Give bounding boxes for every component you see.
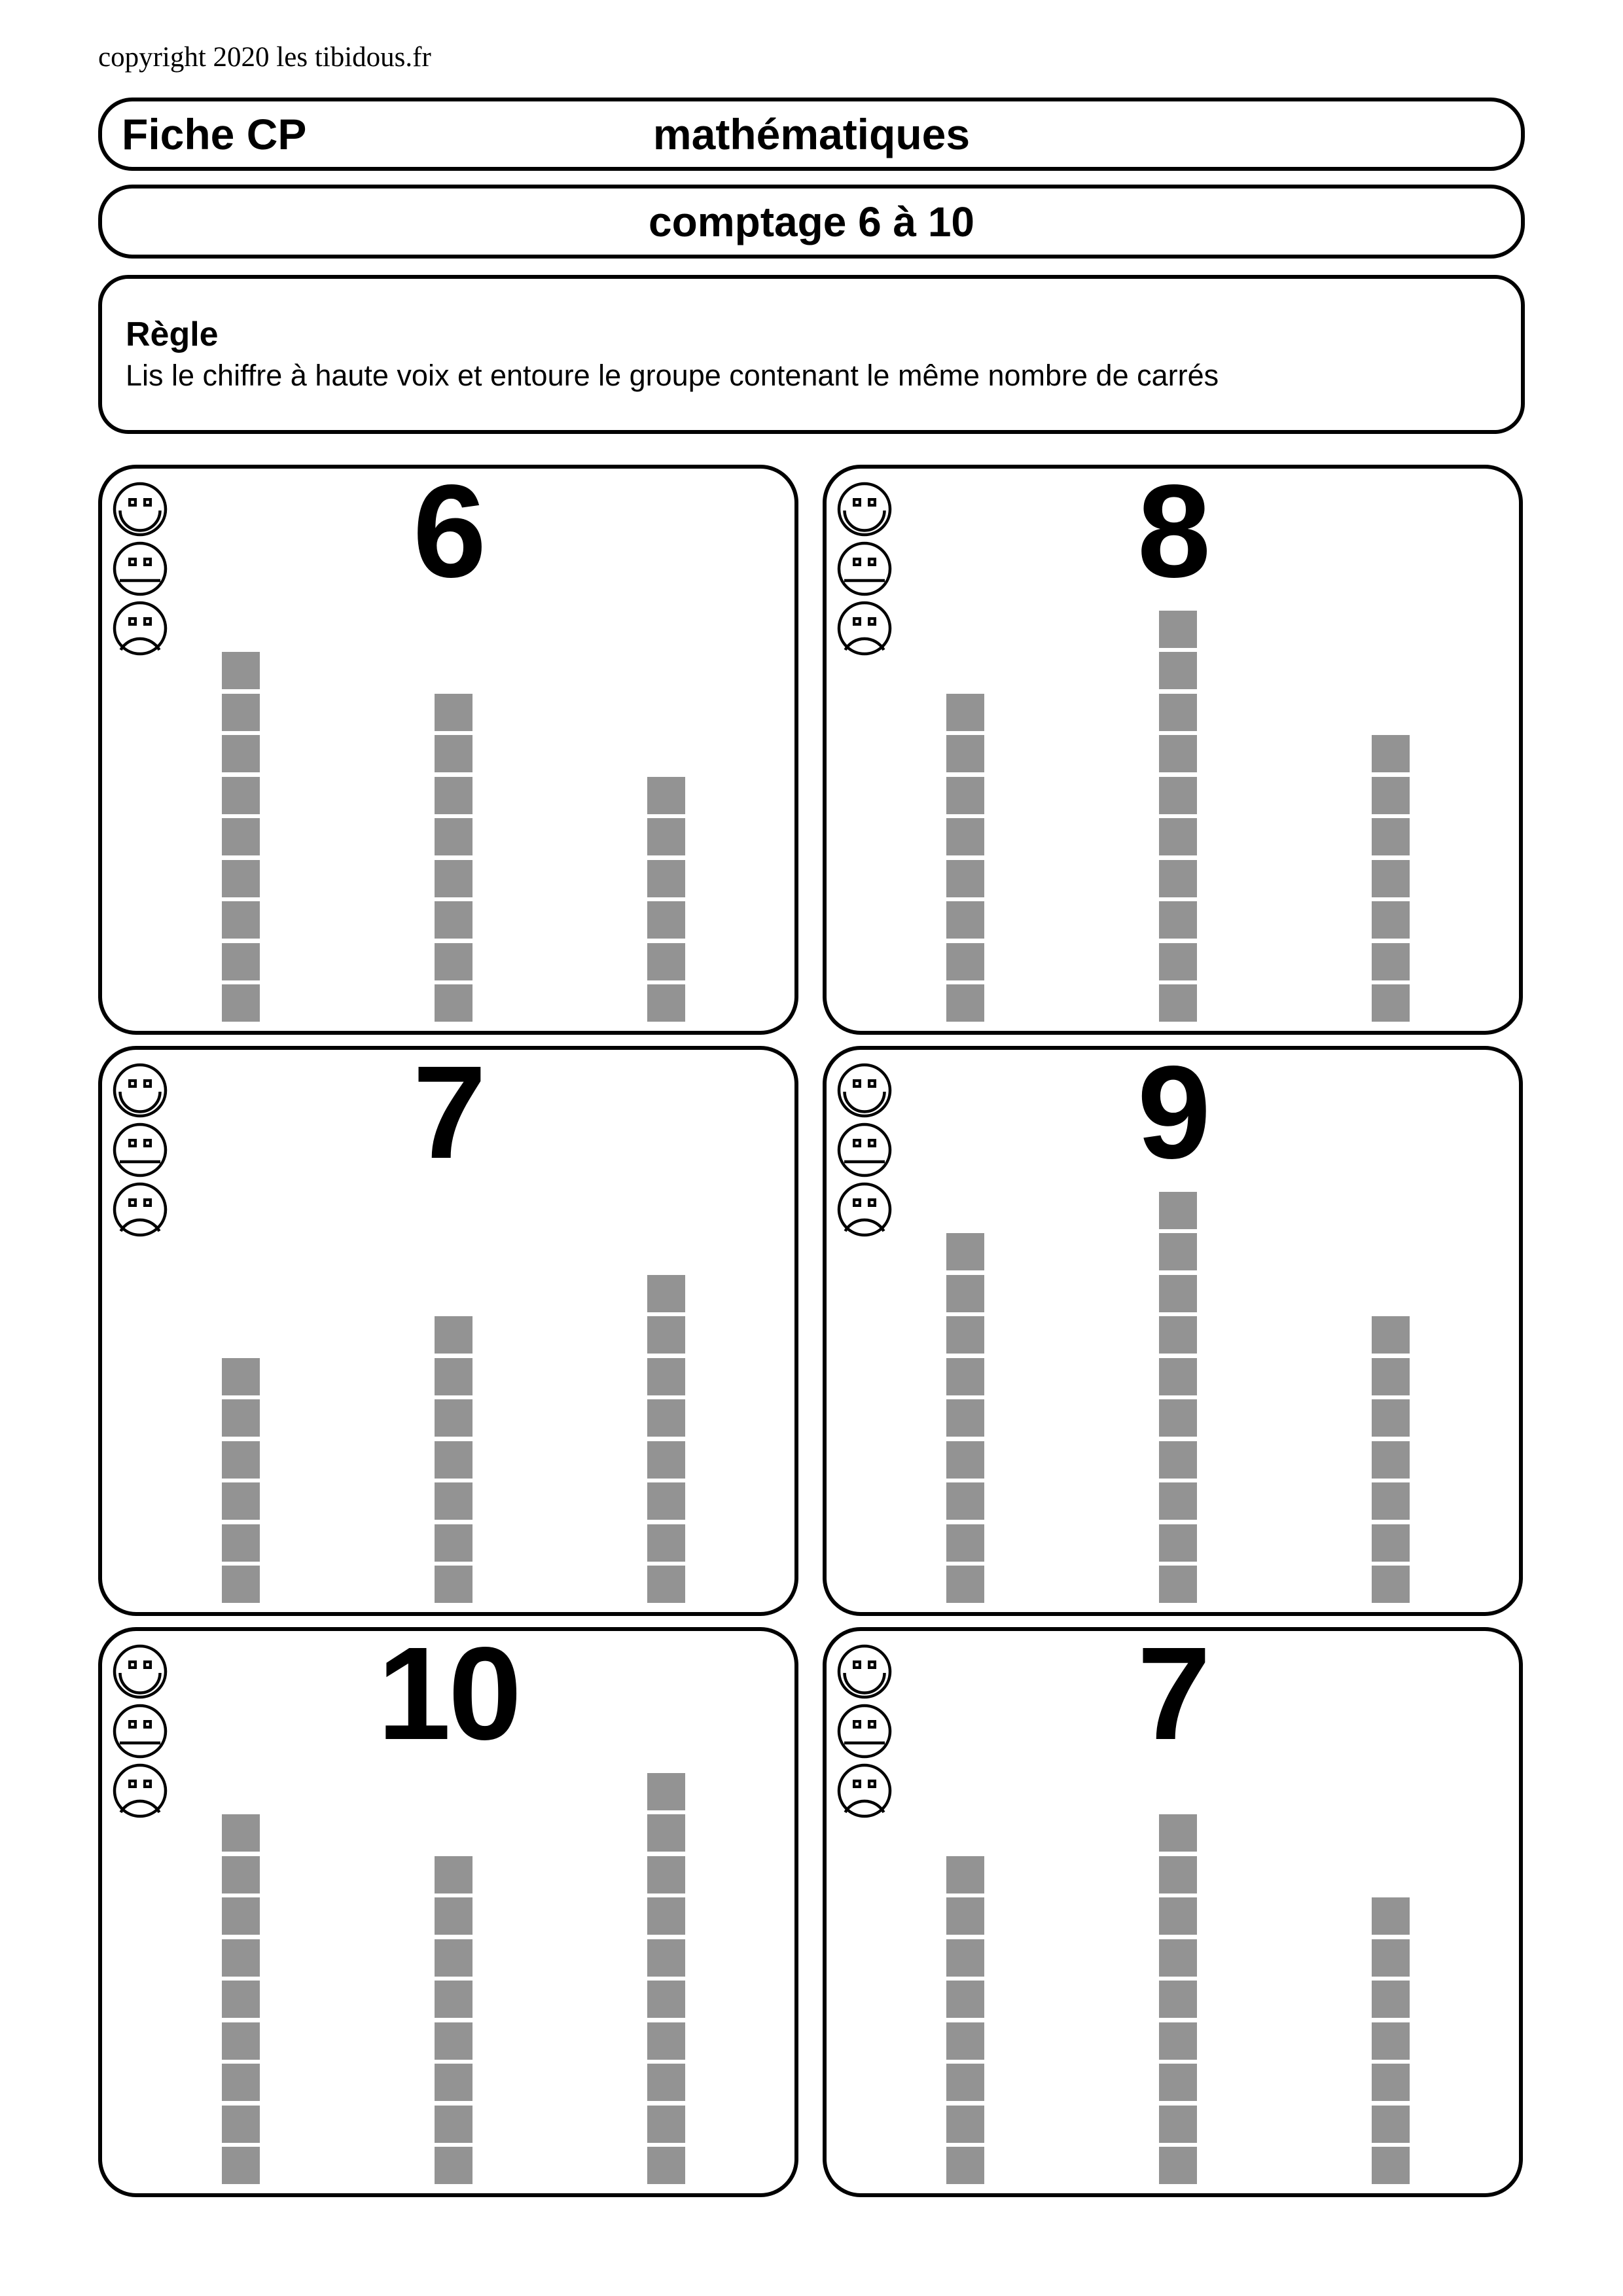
counting-square [435,901,473,939]
counting-square [647,1897,685,1935]
counting-square [1372,901,1410,939]
counting-square [1159,2147,1197,2184]
counting-square [222,1441,260,1479]
counting-square [222,1358,260,1395]
counting-square [435,1441,473,1479]
counting-square [1372,1981,1410,2018]
counting-square [946,2147,984,2184]
counting-square [647,860,685,897]
square-group[interactable] [1372,735,1410,1022]
counting-square [946,860,984,897]
square-group[interactable] [435,1856,473,2185]
counting-square [1372,1939,1410,1977]
counting-square [1159,735,1197,772]
counting-square [946,2106,984,2143]
counting-square [946,694,984,731]
counting-square [1159,984,1197,1022]
target-number: 8 [1137,457,1209,605]
square-group[interactable] [1159,1192,1197,1604]
square-group[interactable] [946,694,984,1022]
counting-square [647,818,685,855]
counting-square [435,943,473,980]
counting-square [647,1316,685,1354]
counting-square [647,901,685,939]
counting-square [222,1566,260,1603]
rule-box [98,275,1525,434]
counting-square [1159,1897,1197,1935]
exercise-panel [98,457,798,1035]
counting-square [222,1897,260,1935]
counting-square [1372,2147,1410,2184]
counting-square [946,1399,984,1437]
counting-square [1159,818,1197,855]
counting-square [435,2147,473,2184]
square-group[interactable] [222,1814,260,2184]
exercise-panel [98,1038,798,1616]
counting-square [1372,943,1410,980]
rule-heading: Règle [126,315,219,353]
counting-square [1159,1399,1197,1437]
copyright-text: copyright 2020 les tibidous.fr [98,42,431,73]
sheet-header-box [98,98,1525,171]
counting-square [1159,1814,1197,1852]
counting-square [647,1856,685,1893]
counting-square [647,1441,685,1479]
counting-square [222,1399,260,1437]
counting-square [647,2064,685,2101]
counting-square [647,1566,685,1603]
counting-square [435,694,473,731]
counting-square [435,1482,473,1520]
counting-square [1372,818,1410,855]
target-number: 9 [1137,1038,1209,1186]
counting-square [647,1981,685,2018]
counting-square [946,2022,984,2060]
counting-square [1159,1358,1197,1395]
counting-square [1159,1441,1197,1479]
counting-square [222,2147,260,2184]
counting-square [946,1316,984,1354]
counting-square [222,777,260,814]
counting-square [1159,694,1197,731]
counting-square [647,1939,685,1977]
square-groups [102,1050,794,1612]
square-group[interactable] [647,1275,685,1604]
square-group[interactable] [1159,611,1197,1022]
lesson-title-box [98,185,1525,259]
counting-square [435,1399,473,1437]
counting-square [647,943,685,980]
counting-square [1372,2106,1410,2143]
counting-square [647,2147,685,2184]
counting-square [946,777,984,814]
target-number: 10 [377,1619,520,1767]
counting-square [1372,860,1410,897]
counting-square [435,1939,473,1977]
counting-square [435,1897,473,1935]
square-group[interactable] [946,1856,984,2185]
counting-square [1159,1192,1197,1229]
counting-square [222,652,260,689]
counting-square [435,1316,473,1354]
counting-square [946,1897,984,1935]
counting-square [946,1275,984,1312]
counting-square [1372,1399,1410,1437]
counting-square [946,1358,984,1395]
counting-square [647,777,685,814]
counting-square [1159,777,1197,814]
counting-square [1159,1275,1197,1312]
counting-square [1159,1981,1197,2018]
exercise-panel [98,1619,798,2197]
counting-square [1372,984,1410,1022]
square-group[interactable] [435,694,473,1022]
counting-square [1159,2106,1197,2143]
counting-square [946,984,984,1022]
counting-square [435,1358,473,1395]
counting-square [946,735,984,772]
counting-square [1372,2064,1410,2101]
counting-square [1159,901,1197,939]
counting-square [946,2064,984,2101]
counting-square [946,1566,984,1603]
target-number: 7 [412,1038,484,1186]
counting-square [435,2106,473,2143]
square-group[interactable] [647,1773,685,2185]
counting-square [946,1233,984,1270]
counting-square [222,1981,260,2018]
counting-square [1159,1524,1197,1562]
rule-content [102,279,1521,397]
counting-square [435,735,473,772]
counting-square [222,984,260,1022]
panels-grid [98,457,1523,2197]
counting-square [222,1856,260,1893]
counting-square [946,901,984,939]
counting-square [1159,2022,1197,2060]
counting-square [222,1482,260,1520]
counting-square [435,984,473,1022]
counting-square [946,943,984,980]
counting-square [647,2106,685,2143]
rule-instruction: Lis le chiffre à haute voix et entoure le groupe contenant le même nombre de carrés [126,359,1219,392]
exercise-panel [823,1619,1523,2197]
counting-square [1159,652,1197,689]
counting-square [1159,1316,1197,1354]
counting-square [222,1814,260,1852]
square-group[interactable] [946,1233,984,1603]
counting-square [222,735,260,772]
counting-square [946,1856,984,1893]
square-group[interactable] [1372,1316,1410,1603]
counting-square [946,1981,984,2018]
counting-square [1372,1482,1410,1520]
square-groups [102,469,794,1031]
counting-square [647,2022,685,2060]
counting-square [1372,1358,1410,1395]
counting-square [647,1814,685,1852]
counting-square [647,1524,685,1562]
square-groups [827,469,1519,1031]
counting-square [435,1524,473,1562]
counting-square [222,818,260,855]
square-groups [827,1050,1519,1612]
target-number: 7 [1137,1619,1209,1767]
counting-square [435,777,473,814]
counting-square [222,694,260,731]
counting-square [222,1524,260,1562]
counting-square [1372,1897,1410,1935]
counting-square [1159,1233,1197,1270]
square-group[interactable] [222,1358,260,1604]
counting-square [1159,860,1197,897]
counting-square [1372,777,1410,814]
counting-square [435,818,473,855]
counting-square [647,1275,685,1312]
counting-square [647,1482,685,1520]
counting-square [1159,2064,1197,2101]
counting-square [1159,1482,1197,1520]
square-group[interactable] [435,1316,473,1603]
square-group[interactable] [1159,1814,1197,2184]
square-group[interactable] [1372,1897,1410,2184]
counting-square [435,1981,473,2018]
counting-square [946,1482,984,1520]
exercise-panel [823,1038,1523,1616]
target-number: 6 [412,457,484,605]
counting-square [946,1939,984,1977]
counting-square [1372,1316,1410,1354]
counting-square [222,901,260,939]
counting-square [222,2022,260,2060]
counting-square [647,1773,685,1810]
counting-square [647,1358,685,1395]
counting-square [1159,1566,1197,1603]
counting-square [435,2064,473,2101]
square-groups [102,1631,794,2193]
counting-square [1159,943,1197,980]
counting-square [222,2064,260,2101]
counting-square [647,984,685,1022]
counting-square [647,1399,685,1437]
counting-square [1372,2022,1410,2060]
lesson-title: comptage 6 à 10 [649,198,974,245]
sheet-level-label: Fiche CP [122,110,307,158]
counting-square [946,1441,984,1479]
square-groups [827,1631,1519,2193]
counting-square [1372,1441,1410,1479]
counting-square [222,860,260,897]
counting-square [1159,1856,1197,1893]
counting-square [1159,1939,1197,1977]
counting-square [222,943,260,980]
counting-square [435,1856,473,1893]
counting-square [435,2022,473,2060]
counting-square [1372,1566,1410,1603]
subject-label: mathématiques [652,110,971,158]
counting-square [1159,611,1197,648]
counting-square [222,2106,260,2143]
counting-square [946,818,984,855]
counting-square [946,1524,984,1562]
counting-square [222,1939,260,1977]
square-group[interactable] [222,652,260,1022]
counting-square [435,1566,473,1603]
counting-square [435,860,473,897]
square-group[interactable] [647,777,685,1022]
counting-square [1372,1524,1410,1562]
exercise-panel [823,457,1523,1035]
counting-square [1372,735,1410,772]
